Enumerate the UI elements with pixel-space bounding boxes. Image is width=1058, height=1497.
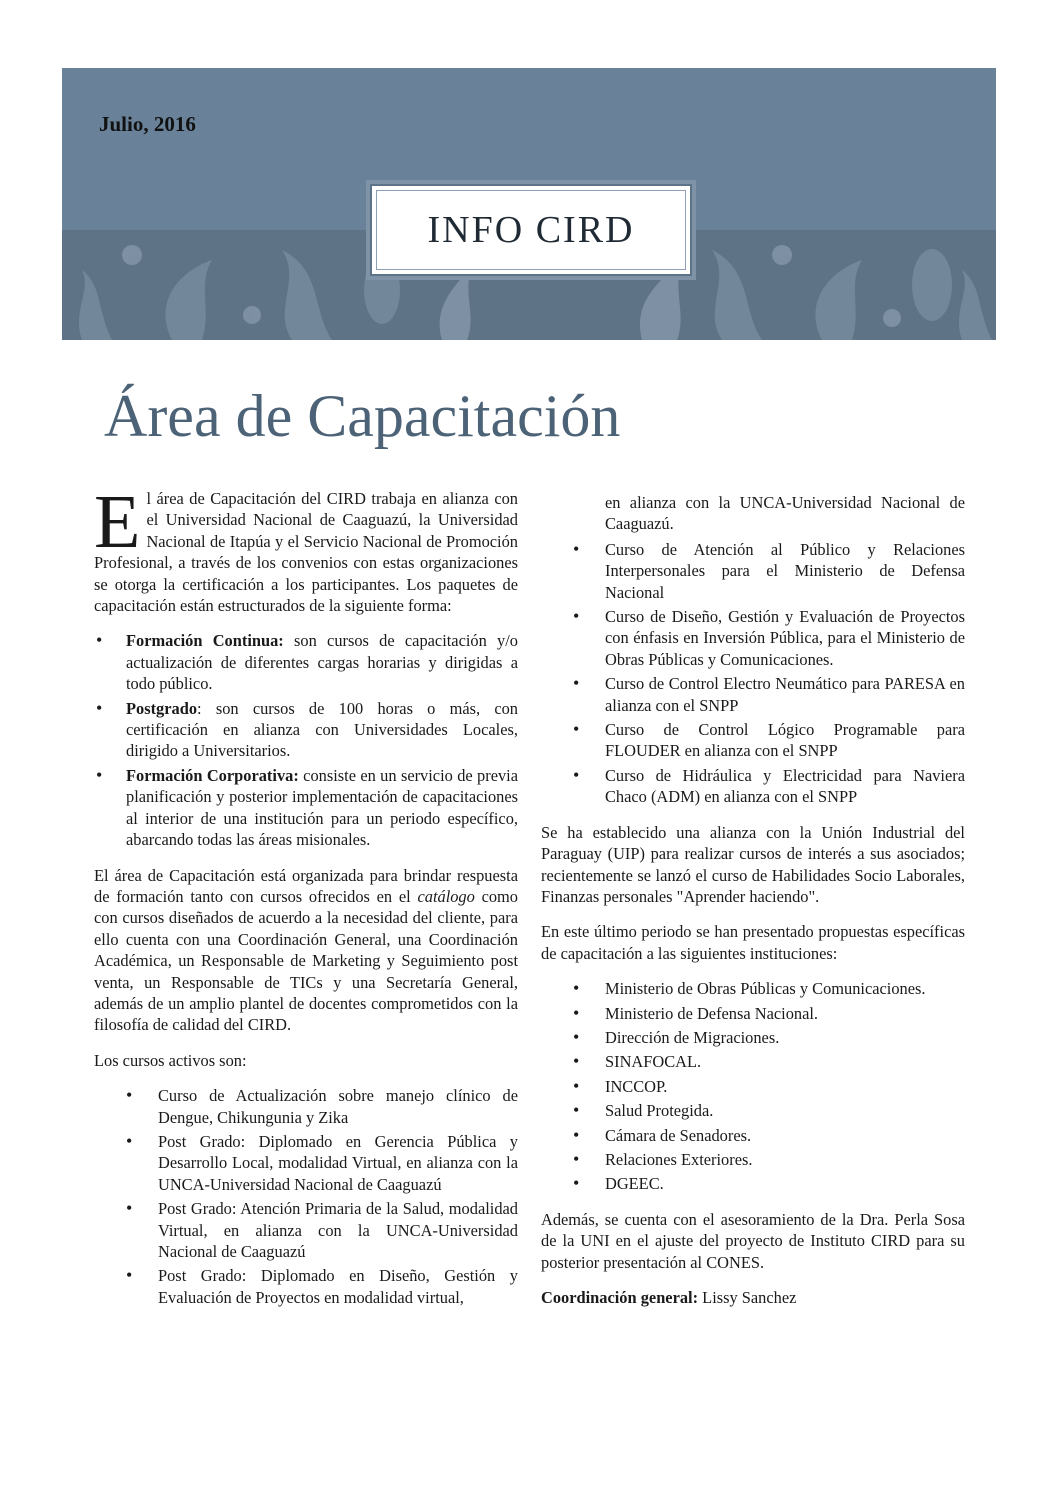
list-item: • Ministerio de Defensa Nacional. — [541, 1003, 965, 1024]
intro-paragraph — [94, 480, 518, 616]
advisory-paragraph: Además, se cuenta con el asesoramiento de la Dra. Perla Sosa de la UNI en el ajuste del proyecto de Instituto CIRD para su posterior presentación al CONES. — [541, 1209, 965, 1272]
active-courses-list-continued — [541, 539, 965, 808]
list-item-continued: en alianza con la UNCA-Universidad Nacional de Caaguazú. — [605, 493, 965, 534]
package-label: Formación Corporativa: — [126, 765, 299, 785]
package-text: : son cursos de 100 horas o más, con certificación en alianza con Universidades Locales, dirigido a Universitarios. — [126, 698, 518, 761]
list-item: • Salud Protegida. — [541, 1100, 965, 1121]
newsletter-title-box — [370, 184, 692, 276]
list-item: • Curso de Hidráulica y Electricidad para Naviera Chaco (ADM) en alianza con el SNPP — [541, 765, 965, 808]
organization-paragraph — [94, 865, 518, 1036]
list-item: • Ministerio de Obras Públicas y Comunicaciones. — [541, 978, 965, 999]
list-item — [94, 698, 518, 762]
active-courses-list — [94, 1085, 518, 1308]
list-item: • Curso de Control Electro Neumático para PARESA en alianza con el SNPP — [541, 673, 965, 716]
package-label: Postgrado — [126, 698, 198, 718]
active-courses-intro: Los cursos activos son: — [94, 1050, 247, 1070]
list-item: • DGEEC. — [541, 1173, 965, 1194]
list-item: • Post Grado: Diplomado en Diseño, Gestión y Evaluación de Proyectos en modalidad virtual, — [94, 1265, 518, 1308]
organization-text-1: El área de Capacitación está organizada para brindar respuesta de formación tanto con cursos ofrecidos en el — [94, 865, 518, 906]
list-item: • SINAFOCAL. — [541, 1051, 965, 1072]
issue-date: Julio, 2016 — [99, 112, 196, 136]
left-column — [94, 480, 518, 1322]
newsletter-title: INFO CIRD — [376, 190, 686, 270]
right-column — [541, 492, 965, 1322]
package-list — [94, 630, 518, 850]
continued-course — [541, 492, 965, 535]
coordination-line — [541, 1287, 965, 1308]
page-heading: Área de Capacitación — [104, 383, 621, 449]
list-item: • Relaciones Exteriores. — [541, 1149, 965, 1170]
package-text: son cursos de capacitación y/o actualización de diferentes cargas horarias y dirigidas a todo público. — [126, 631, 518, 694]
header-banner — [62, 68, 996, 340]
coordination-name: Lissy Sanchez — [698, 1288, 797, 1307]
institutions-list — [541, 978, 965, 1195]
list-item: • Curso de Diseño, Gestión y Evaluación de Proyectos con énfasis en Inversión Pública, para el Ministerio de Obras Públicas y Comunicaciones. — [541, 606, 965, 670]
list-item: • Cámara de Senadores. — [541, 1125, 965, 1146]
package-text: consiste en un servicio de previa planificación y posterior implementación de capacitaciones al interior de una institución para un periodo específico, abarcando todas las áreas misionales. — [126, 765, 518, 850]
list-item — [94, 765, 518, 851]
package-label: Formación Continua: — [126, 631, 284, 651]
list-item: • Dirección de Migraciones. — [541, 1027, 965, 1048]
organization-text-2: como con cursos diseñados de acuerdo a la necesidad del cliente, para ello cuenta con una Coordinación General, una Coordinación Académica, un Responsable de Marketing y Seguimiento post venta, un Responsable de TICs y una Secretaría General, además de un amplio plantel de docentes comprometidos con la filosofía de calidad del CIRD. — [94, 886, 518, 1035]
list-item: • Post Grado: Diplomado en Gerencia Pública y Desarrollo Local, modalidad Virtual, en alianza con la UNCA-Universidad Nacional de Caaguazú — [94, 1131, 518, 1195]
drop-cap: E — [94, 480, 141, 564]
catalog-word: catálogo — [417, 886, 475, 906]
list-item — [94, 630, 518, 694]
list-item: • INCCOP. — [541, 1076, 965, 1097]
coordination-label: Coordinación general: — [541, 1288, 699, 1307]
list-item: • Post Grado: Atención Primaria de la Salud, modalidad Virtual, en alianza con la UNCA-Universidad Nacional de Caaguazú — [94, 1198, 518, 1262]
list-item: • Curso de Control Lógico Programable para FLOUDER en alianza con el SNPP — [541, 719, 965, 762]
list-item: • Curso de Actualización sobre manejo clínico de Dengue, Chikungunia y Zika — [94, 1085, 518, 1128]
proposals-intro: En este último periodo se han presentado propuestas específicas de capacitación a las siguientes instituciones: — [541, 922, 965, 963]
intro-text: l área de Capacitación del CIRD trabaja en alianza con el Universidad Nacional de Caaguazú, la Universidad Nacional de Itapúa y el Servicio Nacional de Promoción Profesional, a través de los convenios con estas organizaciones se otorga la certificación a los participantes. Los paquetes de capacitación están estructurados de la siguiente forma: — [94, 489, 518, 616]
list-item: • Curso de Atención al Público y Relaciones Interpersonales para el Ministerio de Defensa Nacional — [541, 539, 965, 603]
uip-paragraph: Se ha establecido una alianza con la Unión Industrial del Paraguay (UIP) para realizar cursos de interés a sus asociados; recientemente se lanzó el curso de Habilidades Socio Laborales, Finanzas personales "Aprender haciendo". — [541, 822, 965, 906]
